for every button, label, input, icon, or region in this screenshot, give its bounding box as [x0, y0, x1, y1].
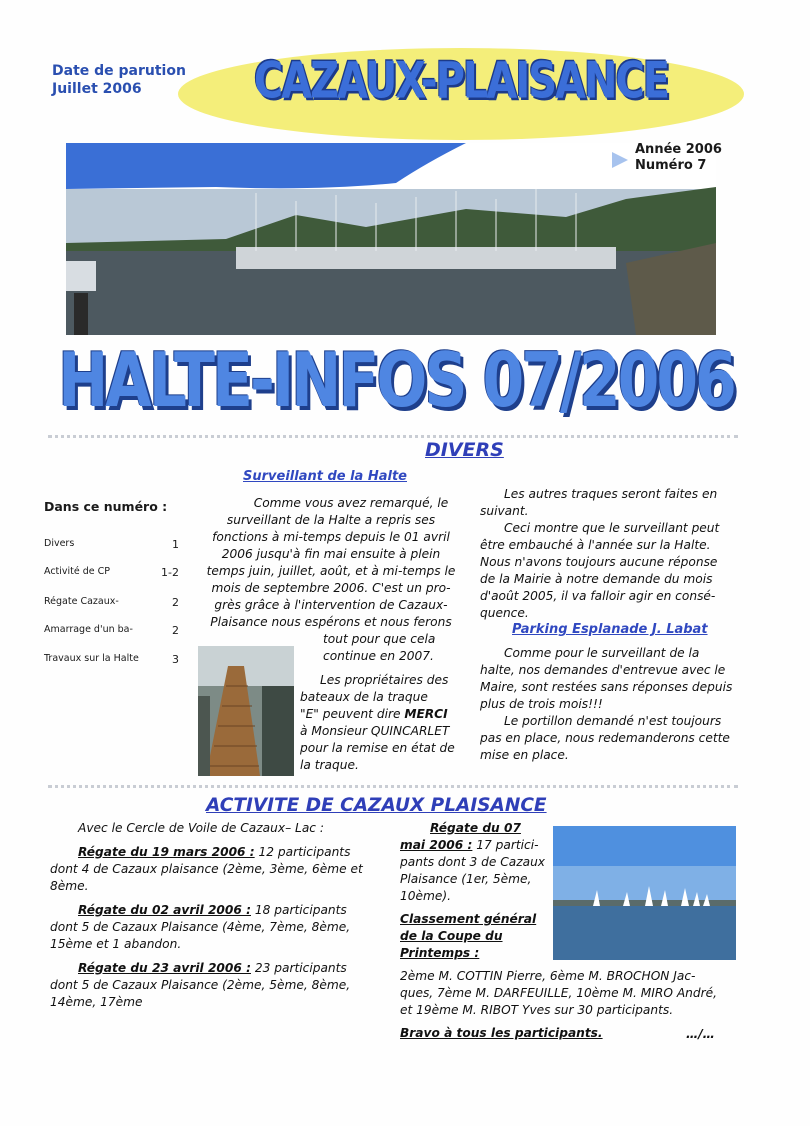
- dock-photo: [198, 646, 294, 776]
- surveillant-text-cont: tout pour que cela continue en 2007.: [323, 632, 436, 663]
- harbor-photo: [66, 143, 716, 335]
- pub-date-label: Date de parution: [52, 63, 186, 79]
- classement-text: 2ème M. COTTIN Pierre, 6ème M. BROCHON Jac- ques, 7ème M. DARFEUILLE, 10ème M. MIRO André, et 19ème M. RIBOT Yves sur 30 participants. Bravo à tous les participants.: [400, 968, 740, 1042]
- halte-infos-banner: HALTE-INFOS 07/2006: [58, 337, 734, 425]
- divider: [48, 785, 738, 788]
- parking-text: Comme pour le surveillant de la halte, nos demandes d'entrevue avec le Maire, sont restées sans réponses depuis plus de trois mois!!! Le portillon demandé n'est toujours pas en place, nous redemanderons cette mise en place.: [480, 646, 733, 762]
- issue-number: Numéro 7: [635, 158, 707, 173]
- surveillant-title: Surveillant de la Halte: [243, 469, 407, 484]
- toc-item[interactable]: Régate Cazaux- 2: [44, 596, 179, 609]
- regate-heading: Régate du 19 mars 2006 :: [78, 845, 255, 859]
- toc-item[interactable]: Amarrage d'un ba- 2: [44, 624, 179, 637]
- regates-left: Avec le Cercle de Voile de Cazaux– Lac : Régate du 19 mars 2006 : 12 participants dont 4 de Cazaux plaisance (2ème, 3ème, 6ème et 8ème. Régate du 02 avril 2006 : 18 participants dont 5 de Cazaux Plaisance (4ème, 7ème, 8ème, 15ème et 1 abandon. Régate du 23 avril 2006 : 23 participants dont 5 de Cazaux Plaisance (2ème, 5ème, 8ème, 14ème, 17ème: [50, 821, 363, 1009]
- divider: [48, 435, 738, 438]
- issue-info: [635, 142, 722, 174]
- toc-heading: Dans ce numéro :: [44, 499, 168, 514]
- regate-heading: Régate du 02 avril 2006 :: [78, 903, 251, 917]
- bravo-text: Bravo à tous les participants.: [400, 1026, 603, 1040]
- traques-text: Les autres traques seront faites en suivant. Ceci montre que le surveillant peut être embauché à l'année sur la Halte. Nous n'avons toujours aucune réponse de la Mairie à notre demande du mois d'août 2005, il va falloir agir en consé- quence.: [480, 487, 720, 620]
- issue-year: Année 2006: [635, 142, 722, 157]
- surveillant-text: Comme vous avez remarqué, le surveillant de la Halte a repris ses fonctions à mi-temps depuis le 01 avril 2006 jusqu'à fin mai ensuite à plein temps juin, juillet, août, et à mi-temps le mois de septembre 2006. C'est un pro- grès grâce à l'intervention de Cazaux- Plaisance nous espérons et nous ferons: [206, 496, 456, 629]
- regate-heading: Régate du 07: [430, 821, 521, 835]
- sailing-photo: [553, 826, 736, 960]
- divers-title: DIVERS: [425, 439, 504, 461]
- toc-item[interactable]: Activité de CP 1-2: [44, 566, 179, 579]
- regate-heading: Régate du 23 avril 2006 :: [78, 961, 251, 975]
- merci-text: MERCI: [404, 707, 448, 721]
- activite-title: ACTIVITE DE CAZAUX PLAISANCE: [206, 795, 547, 816]
- continuation-mark: …/…: [686, 1027, 715, 1041]
- issue-marker-icon: [612, 152, 628, 168]
- parking-title: Parking Esplanade J. Labat: [512, 622, 708, 637]
- regate-heading: mai 2006 :: [400, 838, 473, 852]
- publication-date: [52, 62, 186, 98]
- classement-heading: Classement général: [400, 912, 537, 926]
- proprietaires-text: Les propriétaires des bateaux de la traque "E" peuvent dire MERCI à Monsieur QUINCARLET pour la remise en état de la traque.: [300, 673, 455, 772]
- toc-item[interactable]: Divers 1: [44, 538, 179, 551]
- pub-date-value: Juillet 2006: [52, 81, 142, 97]
- masthead-title: CAZAUX-PLAISANCE: [253, 52, 669, 110]
- regate-mai: Régate du 07 mai 2006 : 17 partici- pants dont 3 de Cazaux Plaisance (1er, 5ème, 10ème). Classement général de la Coupe du Printemps :: [400, 820, 550, 962]
- toc-item[interactable]: Travaux sur la Halte 3: [44, 653, 179, 666]
